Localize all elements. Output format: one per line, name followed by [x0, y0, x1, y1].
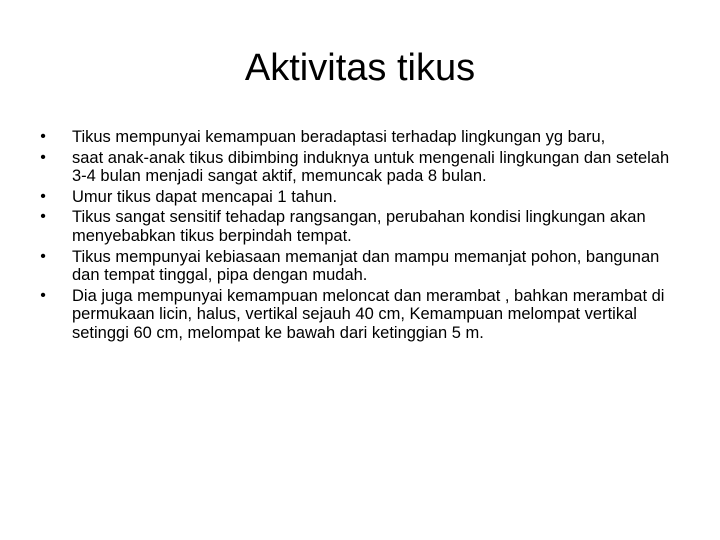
bullet-item: [36, 149, 686, 186]
bullet-dot-icon: •: [40, 128, 46, 145]
bullet-text: Dia juga mempunyai kemampuan meloncat dan merambat , bahkan merambat di permukaan licin, halus, vertikal sejauh 40 cm, Kemampuan melompat vertikal setinggi 60 cm, melompat ke bawah dari ketinggian 5 m.: [72, 286, 665, 342]
bullet-item: [36, 188, 686, 207]
bullet-dot-icon: •: [40, 247, 46, 265]
bullet-item: [36, 208, 686, 245]
bullet-text: Tikus mempunyai kemampuan beradaptasi terhadap lingkungan yg baru,: [72, 128, 606, 146]
bullet-item: [36, 248, 686, 285]
bullet-text: Tikus mempunyai kebiasaan memanjat dan mampu memanjat pohon, bangunan dan tempat tinggal, pipa dengan mudah.: [72, 247, 660, 285]
bullet-item: [36, 287, 686, 343]
bullet-dot-icon: •: [40, 148, 46, 166]
bullet-list: [36, 128, 686, 345]
bullet-dot-icon: •: [40, 208, 46, 226]
bullet-text: Tikus sangat sensitif tehadap rangsangan, perubahan kondisi lingkungan akan menyebabkan tikus berpindah tempat.: [72, 208, 646, 245]
bullet-item: [36, 128, 686, 147]
bullet-text: saat anak-anak tikus dibimbing induknya untuk mengenali lingkungan dan setelah 3-4 bulan menjadi sangat aktif, memuncak pada 8 bulan.: [72, 148, 670, 186]
slide-title: Aktivitas tikus: [244, 47, 476, 89]
bullet-dot-icon: •: [40, 187, 46, 205]
bullet-text: Umur tikus dapat mencapai 1 tahun.: [72, 187, 338, 206]
bullet-dot-icon: •: [40, 286, 46, 304]
